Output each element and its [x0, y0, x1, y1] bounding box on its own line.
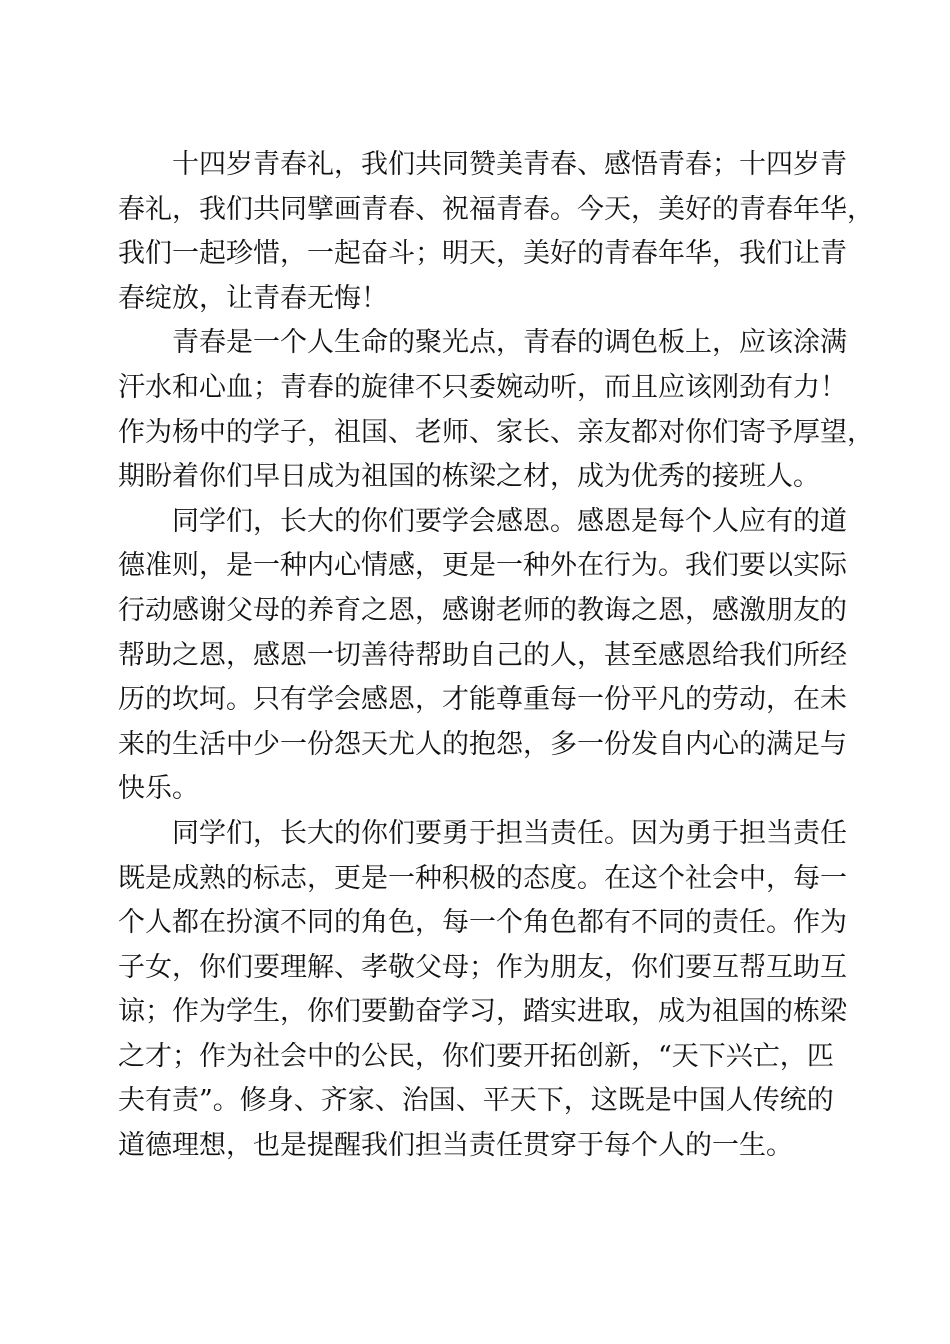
- text-line: 同学们，长大的你们要学会感恩。感恩是每个人应有的道: [172, 505, 847, 537]
- text-line: 青春是一个人生命的聚光点，青春的调色板上，应该涂满: [172, 327, 847, 359]
- text-line: 夫有责”。修身、齐家、治国、平天下，这既是中国人传统的: [118, 1085, 834, 1117]
- text-line: 作为杨中的学子，祖国、老师、家长、亲友都对你们寄予厚望，: [118, 416, 874, 448]
- text-line: 来的生活中少一份怨天尤人的抱怨，多一份发自内心的满足与: [118, 728, 847, 760]
- text-line: 帮助之恩，感恩一切善待帮助自己的人，甚至感恩给我们所经: [118, 639, 847, 671]
- text-line: 十四岁青春礼，我们共同赞美青春、感悟青春；十四岁青: [172, 149, 847, 180]
- text-line: 汗水和心血；青春的旋律不只委婉动听，而且应该刚劲有力！: [118, 371, 847, 403]
- text-line: 我们一起珍惜，一起奋斗；明天，美好的青春年华，我们让青: [118, 238, 847, 270]
- paragraph-youth-spotlight: [118, 321, 874, 499]
- text-line: 个人都在扮演不同的角色，每一个角色都有不同的责任。作为: [118, 907, 847, 939]
- text-line: 子女，你们要理解、孝敬父母；作为朋友，你们要互帮互助互: [118, 951, 847, 983]
- text-line: 春礼，我们共同擘画青春、祝福青春。今天，美好的青春年华，: [118, 193, 874, 225]
- text-line: 既是成熟的标志，更是一种积极的态度。在这个社会中，每一: [118, 862, 847, 894]
- text-line: 德准则，是一种内心情感，更是一种外在行为。我们要以实际: [118, 550, 847, 582]
- text-line: 之才；作为社会中的公民，你们要开拓创新，“天下兴亡，匹: [118, 1040, 834, 1072]
- text-line: 期盼着你们早日成为祖国的栋梁之材，成为优秀的接班人。: [118, 461, 820, 493]
- paragraph-youth-ceremony: [118, 143, 874, 321]
- text-line: 快乐。: [118, 773, 199, 805]
- text-line: 同学们，长大的你们要勇于担当责任。因为勇于担当责任: [172, 817, 847, 849]
- text-line: 春绽放，让青春无悔！: [118, 282, 388, 314]
- text-line: 行动感谢父母的养育之恩，感谢老师的教诲之恩，感激朋友的: [118, 594, 847, 626]
- text-line: 历的坎坷。只有学会感恩，才能尊重每一份平凡的劳动，在未: [118, 684, 847, 716]
- paragraph-gratitude: [118, 500, 847, 812]
- text-line: 谅；作为学生，你们要勤奋学习，踏实进取，成为祖国的栋梁: [118, 996, 847, 1028]
- document-body: [118, 143, 874, 1169]
- paragraph-responsibility: [118, 812, 847, 1169]
- text-line: 道德理想，也是提醒我们担当责任贯穿于每个人的一生。: [118, 1130, 793, 1162]
